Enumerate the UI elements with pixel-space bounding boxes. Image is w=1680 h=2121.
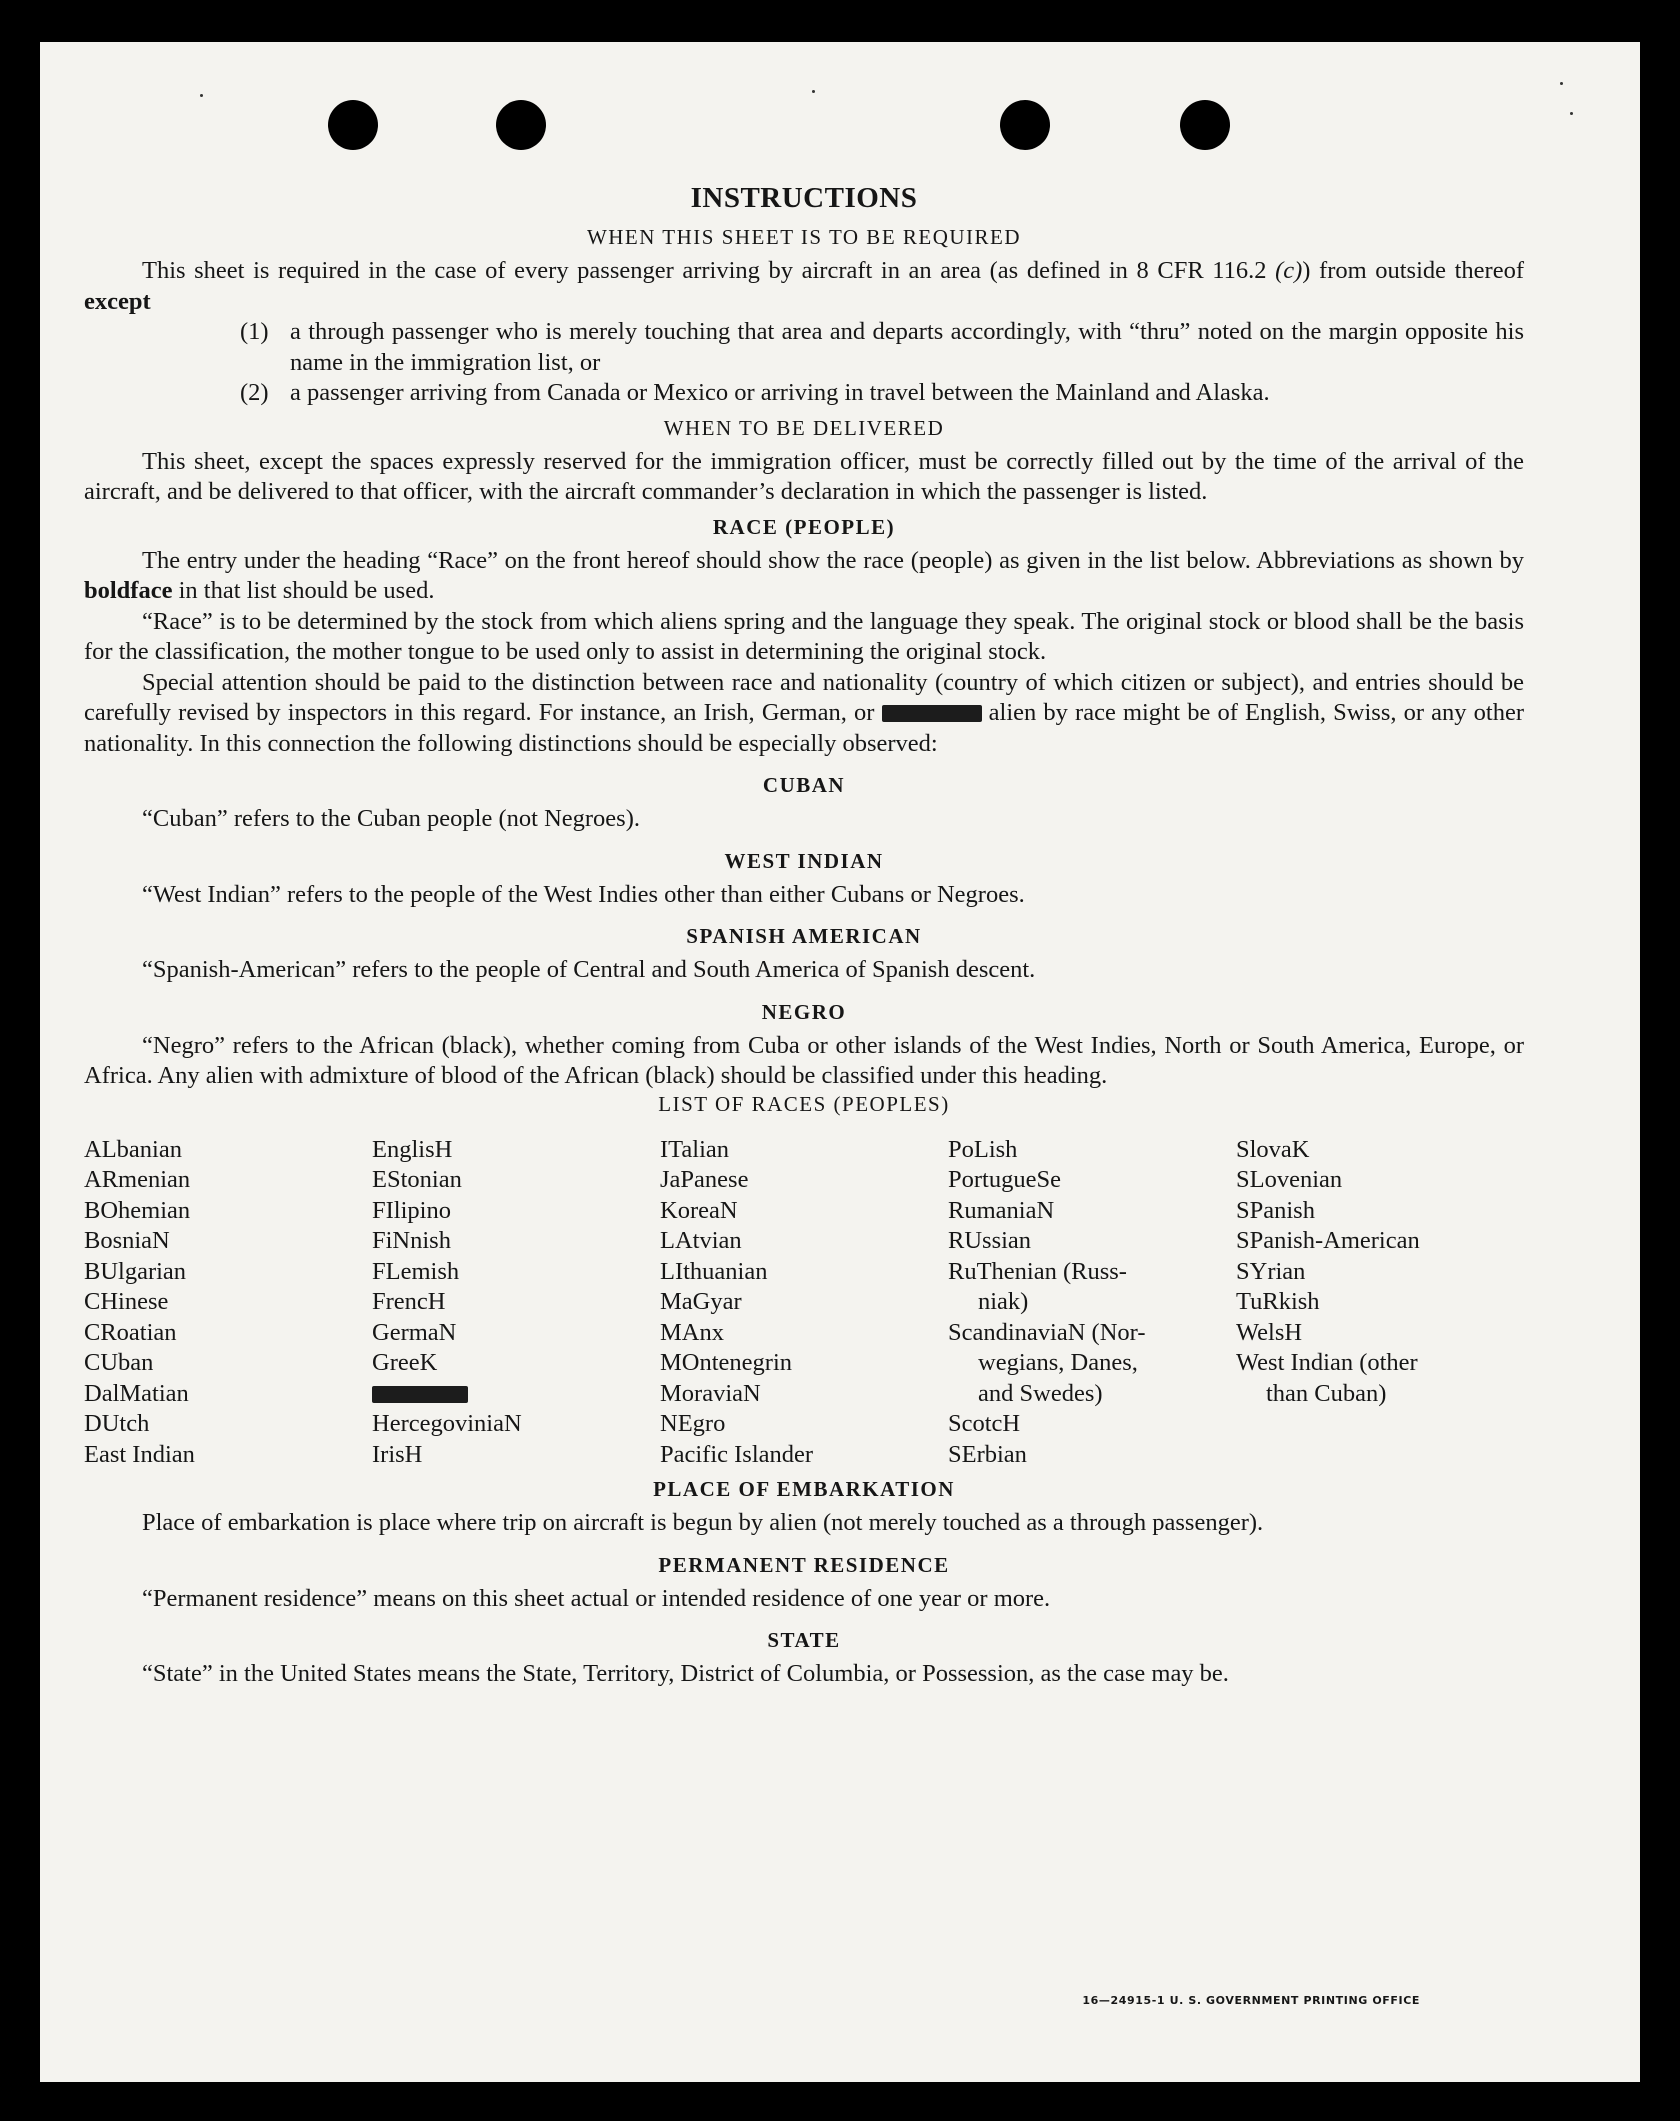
race-item: than Cuban)	[1266, 1379, 1387, 1407]
text: Special attention should be paid to the distinction between race and nationality (country of which citizen or subject), and entries should be carefully revised by inspectors in this regard. For instance, an Irish, German, or	[84, 668, 1524, 726]
item-text: a through passenger who is merely touching that area and departs accordingly, with “thru” noted on the margin opposite his name in the immigration list, or	[290, 318, 1524, 376]
race-item: wegians, Danes,	[978, 1349, 1138, 1376]
race-item: BOhemian	[84, 1196, 191, 1224]
race-group	[372, 1135, 660, 1379]
race-column	[372, 1135, 660, 1471]
speck	[1570, 112, 1573, 115]
paragraph: “West Indian” refers to the people of the West Indies other than either Cubans or Negroes.	[142, 880, 1025, 908]
race-group	[948, 1135, 1236, 1288]
instructions-body	[84, 182, 1524, 1690]
race-item: BosniaN	[84, 1227, 170, 1254]
race-group	[948, 1409, 1236, 1470]
redaction-mark	[882, 705, 982, 722]
race-group	[1236, 1135, 1524, 1379]
race-item: SPanish	[1236, 1196, 1315, 1224]
race-item: Pacific Islander	[660, 1440, 814, 1468]
race-item: East Indian	[84, 1440, 195, 1468]
race-item: RumaniaN	[948, 1196, 1055, 1224]
text: boldface	[84, 577, 173, 604]
paragraph: Place of embarkation is place where trip on aircraft is begun by alien (not merely touched as a through passenger).	[142, 1509, 1264, 1536]
paragraph: “Cuban” refers to the Cuban people (not Negroes).	[142, 805, 640, 832]
paragraph	[84, 546, 1524, 607]
race-item: RUssian	[948, 1227, 1032, 1254]
race-item: GreeK	[372, 1349, 438, 1376]
paragraph: This sheet, except the spaces expressly reserved for the immigration officer, must be correctly filled out by the time of the arrival of the aircraft, and be delivered to that officer, with the aircraft commander’s declaration in which the passenger is listed.	[84, 447, 1524, 505]
race-column	[84, 1135, 372, 1471]
section-heading: CUBAN	[762, 773, 846, 797]
paragraph	[84, 668, 1524, 760]
section-heading: STATE	[767, 1628, 841, 1652]
section-heading: PLACE OF EMBARKATION	[653, 1477, 955, 1501]
race-item-redacted	[372, 1379, 660, 1410]
text: This sheet is required in the case of every passenger arriving by aircraft in an area (as defined in 8 CFR 116.2	[142, 257, 1276, 284]
race-item: SYrian	[1236, 1257, 1306, 1285]
race-list	[84, 1135, 1524, 1471]
section-heading: RACE (PEOPLE)	[712, 514, 896, 539]
section-heading: LIST OF RACES (PEOPLES)	[658, 1091, 950, 1116]
race-item: SlovaK	[1236, 1135, 1310, 1163]
section-heading: WEST INDIAN	[724, 848, 884, 873]
race-item: NEgro	[660, 1410, 726, 1437]
race-item: RuThenian (Russ-	[948, 1257, 1127, 1285]
punch-hole	[1000, 100, 1050, 150]
punch-hole	[328, 100, 378, 150]
section-heading: WHEN THIS SHEET IS TO BE REQUIRED	[586, 225, 1022, 249]
race-item: KoreaN	[660, 1196, 738, 1224]
race-item: SPanish-American	[1236, 1227, 1420, 1254]
race-item: JaPanese	[660, 1166, 749, 1193]
race-group	[372, 1409, 660, 1470]
paragraph: “Spanish-American” refers to the people of Central and South America of Spanish descent.	[142, 956, 1036, 983]
race-item: and Swedes)	[978, 1379, 1103, 1407]
speck	[200, 94, 203, 97]
text: The entry under the heading “Race” on the front hereof should show the race (people) as given in the list below. Abbreviations as shown by	[142, 546, 1524, 574]
race-item: DUtch	[84, 1410, 150, 1437]
race-item: EStonian	[372, 1166, 462, 1193]
punch-hole	[496, 100, 546, 150]
race-item: EnglisH	[372, 1135, 453, 1163]
race-item: CRoatian	[84, 1318, 177, 1346]
race-item: BUlgarian	[84, 1257, 187, 1285]
race-item: niak)	[978, 1288, 1029, 1315]
paragraph: “Race” is to be determined by the stock from which aliens spring and the language they speak. The original stock or blood shall be the basis for the classification, the mother tongue to be used only to assist in determining the original stock.	[84, 607, 1524, 665]
item-number: (2)	[240, 379, 269, 406]
race-item: ARmenian	[84, 1166, 191, 1193]
redaction-mark	[372, 1386, 468, 1403]
race-item: FIlipino	[372, 1196, 451, 1224]
race-item: PoLish	[948, 1135, 1018, 1163]
race-item: West Indian (other	[1236, 1349, 1418, 1376]
race-column	[1236, 1135, 1524, 1471]
race-item: ITalian	[660, 1135, 730, 1163]
race-item: WelsH	[1236, 1318, 1303, 1346]
speck	[1560, 82, 1563, 85]
race-item: MaGyar	[660, 1288, 742, 1315]
item-text: a passenger arriving from Canada or Mexico or arriving in travel between the Mainland and Alaska.	[290, 379, 1270, 406]
race-item: SErbian	[948, 1440, 1027, 1468]
text: (c)	[1275, 257, 1303, 284]
race-item: MoraviaN	[660, 1379, 761, 1407]
section-heading: SPANISH AMERICAN	[686, 924, 922, 948]
item-number: (1)	[240, 318, 269, 345]
text: in that list should be used.	[172, 577, 435, 604]
race-item: LIthuanian	[660, 1257, 768, 1285]
race-item: LAtvian	[660, 1227, 742, 1254]
race-item: FiNnish	[372, 1227, 451, 1254]
race-item: PortugueSe	[948, 1166, 1061, 1193]
list-item	[240, 317, 1524, 378]
text: ) from outside thereof	[1302, 257, 1524, 284]
race-item: HercegoviniaN	[372, 1410, 522, 1437]
text: except	[84, 287, 151, 315]
race-item: CUban	[84, 1349, 154, 1376]
race-item: FLemish	[372, 1257, 460, 1285]
race-item: SLovenian	[1236, 1166, 1343, 1193]
race-item: FrencH	[372, 1288, 446, 1315]
race-column	[948, 1135, 1236, 1471]
section-heading: WHEN TO BE DELIVERED	[663, 415, 945, 440]
text: alien by race might be of English, Swiss, or any other nationality. In this connection the following distinctions should be especially observed:	[84, 699, 1524, 757]
paragraph	[84, 256, 1524, 317]
race-item: GermaN	[372, 1318, 457, 1346]
section-heading: PERMANENT RESIDENCE	[658, 1552, 950, 1577]
race-item: MOntenegrin	[660, 1349, 792, 1376]
race-column	[660, 1135, 948, 1471]
document-page	[40, 42, 1640, 2082]
print-code: 16—24915-1 U. S. GOVERNMENT PRINTING OFFICE	[1082, 1994, 1420, 2007]
race-item: TuRkish	[1236, 1288, 1320, 1315]
speck	[812, 90, 815, 93]
list-item	[240, 378, 1524, 409]
race-item: ScotcH	[948, 1410, 1021, 1437]
paragraph: “Permanent residence” means on this sheet actual or intended residence of one year or more.	[142, 1584, 1051, 1612]
paragraph: “Negro” refers to the African (black), whether coming from Cuba or other islands of the West Indies, North or South America, Europe, or Africa. Any alien with admixture of blood of the African (black) should be classified under this heading.	[84, 1031, 1524, 1089]
section-heading: NEGRO	[761, 999, 847, 1024]
paragraph: “State” in the United States means the State, Territory, District of Columbia, or Possession, as the case may be.	[142, 1660, 1229, 1687]
race-item: IrisH	[372, 1440, 423, 1468]
race-item: ALbanian	[84, 1135, 182, 1163]
punch-hole	[1180, 100, 1230, 150]
race-item: MAnx	[660, 1318, 724, 1346]
race-item: ScandinaviaN (Nor-	[948, 1318, 1146, 1346]
race-item: CHinese	[84, 1288, 169, 1315]
page-title: INSTRUCTIONS	[690, 182, 918, 214]
race-item: DalMatian	[84, 1379, 189, 1407]
